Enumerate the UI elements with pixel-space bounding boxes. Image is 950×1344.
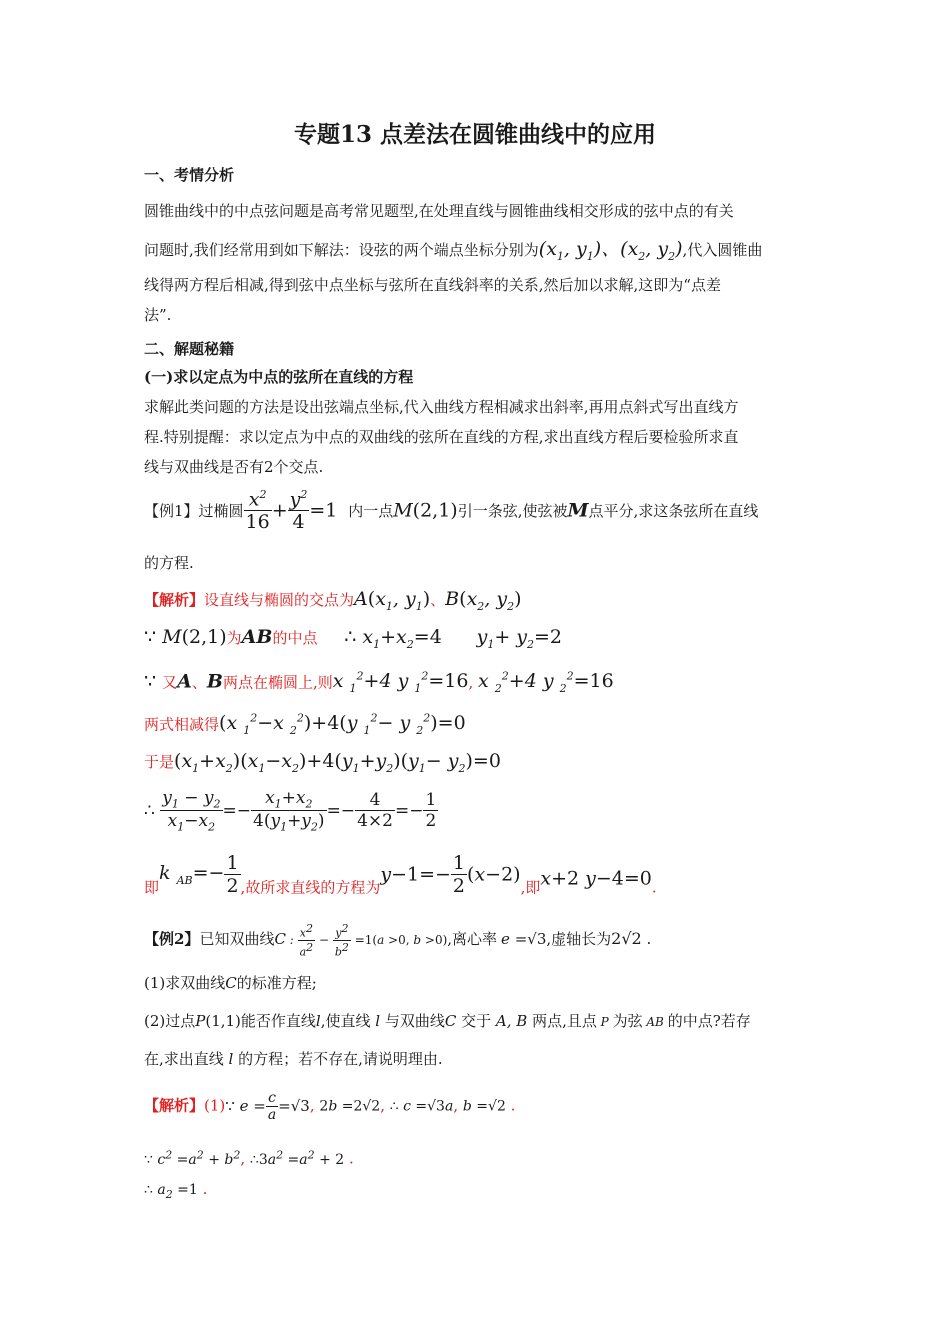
- eccentricity-formula: e =√3: [501, 930, 547, 949]
- slope-ab-formula: k $_{AB}$=−: [159, 862, 225, 887]
- q2-text-h: 的中点?若存: [667, 1012, 751, 1030]
- solution-1-text-2a: 为: [226, 629, 242, 647]
- solution-1-text-1: 设直线与椭圆的交点为: [204, 591, 355, 609]
- solution-1-line-2: [144, 620, 562, 662]
- solution-2-line-2: ∵ $c^2 =a^2 + b^2$, $\therefore 3a^2 =a^2 + 2$ .: [144, 1148, 354, 1168]
- ellipse-term-y: $\frac{y^2}{4}$: [289, 488, 308, 534]
- ellipse-eq-a: x $_1^2$+4 y $_1^2$=16: [332, 670, 469, 696]
- q2-text-a: (2)过点: [144, 1012, 196, 1030]
- solution-2-label: 【解析】: [144, 1096, 205, 1115]
- axis-derivation: 2b =2√2: [319, 1098, 381, 1115]
- hyperbola-formula: C : $\frac{x^2}{a^2}$ − $\frac{y^2}{b^2}$ =1(a >0, b >0): [274, 922, 448, 959]
- section-heading-1: 一、考情分析: [144, 166, 235, 184]
- example-1-mid2: 引一条弦,使弦被: [457, 502, 568, 521]
- line-eq-general: x+2 y−4=0: [540, 867, 652, 890]
- section-heading-2: 二、解题秘籍: [144, 340, 235, 358]
- line-eq-point-slope: y−1=−: [380, 863, 451, 886]
- solution-2-part-1: (1): [204, 1096, 226, 1115]
- solution-1-dot: .: [651, 878, 657, 897]
- eccentricity-derivation: ∵ e = $\frac{c}{a}$ =√3: [225, 1090, 310, 1123]
- example-2-question-2-cont: 在,求出直线 l 的方程；若不存在,请说明理由.: [144, 1050, 443, 1068]
- q2-text-d: 与双曲线: [384, 1012, 445, 1030]
- sum-y-formula: $y_1+ y_2=2$: [476, 626, 563, 651]
- example-1: 【例1】过椭圆 $\frac{x^2}{16}$ + $\frac{y^2}{4}$ =1 内一点M(2,1)引一条弦,使弦被M点平分,求这条弦所在直线: [144, 488, 759, 534]
- intro-line-4: 法”.: [144, 306, 172, 324]
- example-2-question-2: (2)过点P(1,1)能否作直线l,使直线 l 与双曲线C 交于 A, B 两点,且点 P 为弦 AB 的中点?若存: [144, 1012, 751, 1030]
- example-1-line-2: 的方程.: [144, 554, 194, 572]
- solution-1-separator: 、: [430, 591, 446, 609]
- solution-1-text-3b: 、: [191, 673, 207, 692]
- point-b-formula: $B(x_2$, $y_2$): [445, 588, 522, 613]
- b-derivation: b =√2: [462, 1098, 506, 1115]
- solution-1-label: 【解析】: [144, 591, 205, 609]
- q2-text-c: ,使直线: [320, 1012, 371, 1030]
- q2-text-b: 能否作直线: [240, 1012, 316, 1030]
- intro-line-2-text: 问题时,我们经常用到如下解法：设弦的两个端点坐标分别为: [144, 241, 539, 259]
- solution-1-text-4: 两式相减得: [144, 715, 220, 734]
- q2-text-j: 的方程；若不存在,请说明理由.: [238, 1050, 443, 1068]
- solution-2-line-1: 【解析】(1)∵ e = $\frac{c}{a}$ =√3, 2b =2√2, ∴ c =√3a, b =√2 .: [144, 1090, 516, 1123]
- method-line-3: 线与双曲线是否有2个交点.: [144, 458, 324, 476]
- intro-line-3: 线得两方程后相减,得到弦中点坐标与弦所在直线斜率的关系,然后加以求解,这即为“点差: [144, 276, 721, 294]
- slope-derivation-formula: ∴ $\frac{y_1 - y_2}{x_1-x_2}$ =− $\frac{x_1+x_2}{4(y_1+y_2)}$ =− $\frac{4}{4\times 2}$ =− $\frac{1}{2}$: [144, 788, 437, 834]
- intro-line-2-tail: ,代入圆锥曲: [682, 241, 763, 259]
- solution-1-text-7a: 即: [144, 878, 160, 897]
- solution-1-line-5: [144, 744, 501, 786]
- example-2-text-1c: ,虚轴长为: [546, 930, 612, 949]
- example-2-line-1: 【例2】已知双曲线C : $\frac{x^2}{a^2}$ − $\frac{y^2}{b^2}$ =1(a >0, b >0),离心率 e =√3,虚轴长为2√2 .: [144, 922, 652, 959]
- point-b-symbol: B: [206, 670, 223, 693]
- sum-x-formula: ∴ $x_1+x_2=4$: [344, 626, 442, 651]
- solution-1-text-2b: 的中点: [272, 629, 318, 647]
- point-a-formula: $A(x_1$, $y_1$): [354, 588, 431, 613]
- solution-2-line-3: ∴ $a_2 =1$ .: [144, 1180, 208, 1201]
- a-value-formula: ∴ $a_2 =1$: [144, 1182, 198, 1201]
- q2-text-e: 交于: [461, 1012, 492, 1030]
- solution-1-text-3a: 又: [162, 673, 178, 692]
- c-derivation: ∴ c =√3a: [389, 1098, 454, 1115]
- segment-ab: AB: [241, 626, 273, 648]
- imaginary-axis-formula: 2√2: [611, 929, 642, 949]
- example-1-mid: 内一点: [348, 502, 394, 521]
- q2-text-f: 两点,且点: [532, 1012, 597, 1030]
- solution-1-text-3c: 两点在椭圆上,则: [222, 673, 333, 692]
- because-symbol: ∵: [144, 670, 163, 693]
- ellipse-term-x: $\frac{x^2}{16}$: [245, 488, 270, 534]
- solution-1-line-1: [144, 582, 522, 624]
- solution-1-line-7: 即k $_{AB}$=− $\frac{1}{2}$ ,故所求直线的方程为y−1=− $\frac{1}{2}$ (x−2),即x+2 y−4=0.: [144, 852, 657, 897]
- solution-1-text-7b: ,故所求直线的方程为: [240, 878, 381, 897]
- q1-text-a: (1)求双曲线: [144, 974, 226, 992]
- q2-text-i: 在,求出直线: [144, 1050, 224, 1068]
- point-m-symbol: M: [567, 499, 589, 522]
- example-2-label: 【例2】: [144, 930, 200, 949]
- a-squared-eq: $\therefore 3a^2 =a^2 + 2$: [249, 1148, 345, 1168]
- solution-1-text-5: 于是: [144, 753, 175, 771]
- solution-1-line-4: [144, 702, 466, 748]
- factored-formula: $(x_1+x_2)(x_1-x_2)+4(y_1+y_2)(y_1- y_2)=0$: [174, 750, 501, 775]
- example-2-text-1b: ,离心率: [447, 930, 498, 949]
- example-2-text-1a: 已知双曲线: [199, 930, 275, 949]
- point-m-formula: M(2,1): [393, 499, 458, 522]
- example-1-end: 点平分,求这条弦所在直线: [588, 502, 759, 521]
- subsection-heading-1: (一)求以定点为中点的弦所在直线的方程: [144, 368, 414, 386]
- endpoint-coords-formula: ($x_1$, $y_1$)、($x_2$, $y_2$): [538, 238, 683, 263]
- page-title: 专题13 点差法在圆锥曲线中的应用: [293, 121, 656, 148]
- method-line-1: 求解此类问题的方法是设出弦端点坐标,代入曲线方程相减求出斜率,再用点斜式写出直线方: [144, 398, 739, 416]
- example-1-label: 【例1】过椭圆: [144, 502, 244, 521]
- intro-line-1: 圆锥曲线中的中点弦问题是高考常见题型,在处理直线与圆锥曲线相交形成的弦中点的有关: [144, 202, 734, 220]
- solution-1-text-7c: ,即: [520, 878, 541, 897]
- example-2-question-1: (1)求双曲线C的标准方程;: [144, 974, 317, 992]
- because-formula: ∵ M(2,1): [144, 626, 227, 648]
- q1-text-b: 的标准方程;: [236, 974, 317, 992]
- difference-formula: (x $_1^2$−x $_2^2$)+4(y $_1^2$− y $_2^2$)=0: [219, 712, 466, 738]
- method-line-2: 程.特别提醒：求以定点为中点的双曲线的弦所在直线的方程,求出直线方程后要检验所求直: [144, 428, 739, 446]
- c-squared-formula: ∵ $c^2 =a^2 + b^2$: [144, 1148, 241, 1168]
- ellipse-eq-b: x $_2^2$+4 y $_2^2$=16: [478, 670, 614, 696]
- point-a-symbol: A: [177, 670, 192, 693]
- solution-1-line-3: ∵ 又A、B两点在椭圆上,则x $_1^2$+4 y $_1^2$=16, x $_2^2$+4 y $_2^2$=16: [144, 670, 614, 696]
- q2-text-g: 为弦: [612, 1012, 643, 1030]
